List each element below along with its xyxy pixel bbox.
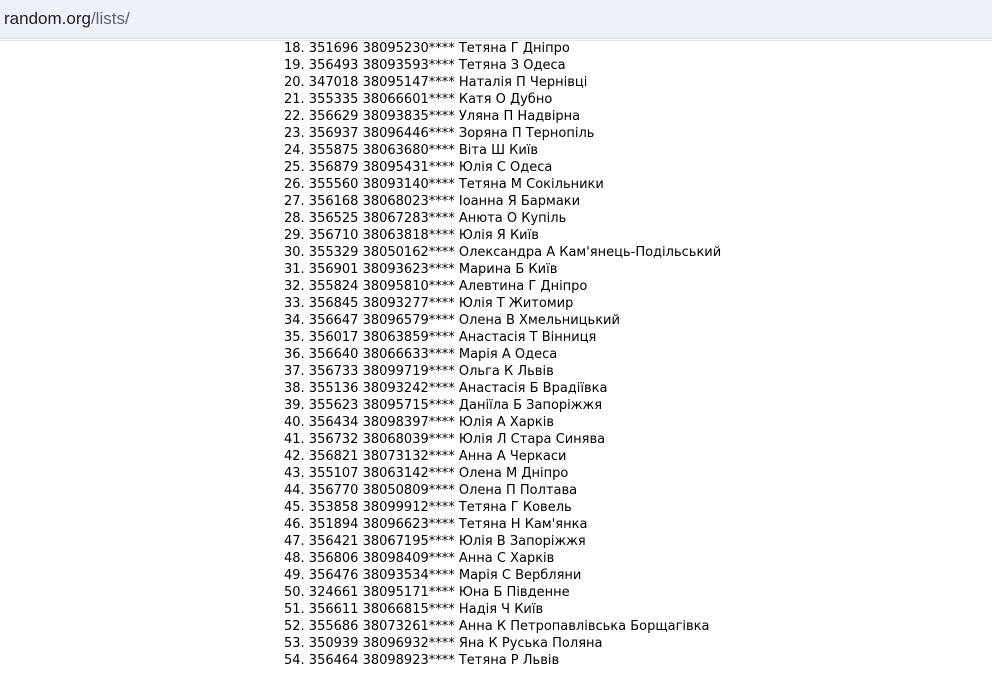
list-item: 27. 356168 38068023**** Іоанна Я Бармаки: [284, 194, 581, 209]
list-item: 22. 356629 38093835**** Уляна П Надвірна: [284, 109, 581, 124]
list-item: 46. 351894 38096623**** Тетяна Н Кам'янка: [284, 517, 588, 532]
list-item: 20. 347018 38095147**** Наталія П Чернівці: [284, 75, 588, 90]
list-item: 28. 356525 38067283**** Анюта О Купіль: [284, 211, 567, 226]
list-item: 26. 355560 38093140**** Тетяна М Сокільники: [284, 177, 604, 192]
list-item: 34. 356647 38096579**** Олена В Хмельницький: [284, 313, 620, 328]
list-item: 47. 356421 38067195**** Юлія В Запоріжжя: [284, 534, 586, 549]
list-item: 25. 356879 38095431**** Юлія С Одеса: [284, 160, 553, 175]
list-item: 51. 356611 38066815**** Надія Ч Київ: [284, 602, 544, 617]
list-item: 18. 351696 38095230**** Тетяна Г Дніпро: [284, 41, 570, 56]
list-item: 35. 356017 38063859**** Анастасія Т Вінниця: [284, 330, 597, 345]
url-field[interactable]: [4, 9, 130, 29]
list-item: 33. 356845 38093277**** Юлія Т Житомир: [284, 296, 574, 311]
list-item: 41. 356732 38068039**** Юлія Л Стара Синява: [284, 432, 606, 447]
list-item: 21. 355335 38066601**** Катя О Дубно: [284, 92, 553, 107]
list-item: 39. 355623 38095715**** Даніїла Б Запоріжжя: [284, 398, 603, 413]
list-item: 23. 356937 38096446**** Зоряна П Тернопіль: [284, 126, 595, 141]
list-item: 32. 355824 38095810**** Алевтина Г Дніпро: [284, 279, 588, 294]
list-item: 52. 355686 38073261**** Анна К Петропавлівська Борщагівка: [284, 619, 710, 634]
list-item: 30. 355329 38050162**** Олександра А Кам'янець-Подільський: [284, 245, 722, 260]
page-content: [0, 40, 992, 673]
list-item: 38. 355136 38093242**** Анастасія Б Врадіївка: [284, 381, 608, 396]
list-item: 40. 356434 38098397**** Юлія А Харків: [284, 415, 555, 430]
list-item: 43. 355107 38063142**** Олена М Дніпро: [284, 466, 569, 481]
list-item: 53. 350939 38096932**** Яна К Руська Поляна: [284, 636, 603, 651]
list-item: 42. 356821 38073132**** Анна А Черкаси: [284, 449, 567, 464]
list-item: 19. 356493 38093593**** Тетяна З Одеса: [284, 58, 566, 73]
url-path: /lists/: [90, 9, 130, 28]
random-list: [284, 40, 721, 669]
list-item: 48. 356806 38098409**** Анна С Харків: [284, 551, 555, 566]
list-item: 45. 353858 38099912**** Тетяна Г Ковель: [284, 500, 572, 515]
list-item: 36. 356640 38066633**** Марія А Одеса: [284, 347, 558, 362]
list-item: 29. 356710 38063818**** Юлія Я Київ: [284, 228, 539, 243]
list-item: 24. 355875 38063680**** Віта Ш Київ: [284, 143, 539, 158]
list-item: 44. 356770 38050809**** Олена П Полтава: [284, 483, 578, 498]
list-item: 49. 356476 38093534**** Марія С Вербляни: [284, 568, 582, 583]
list-item: 54. 356464 38098923**** Тетяна Р Львів: [284, 653, 560, 668]
list-item: 31. 356901 38093623**** Марина Б Київ: [284, 262, 558, 277]
list-item: 37. 356733 38099719**** Ольга К Львів: [284, 364, 554, 379]
address-bar[interactable]: [0, 0, 992, 39]
url-host: random.org: [4, 9, 91, 28]
list-item: 50. 324661 38095171**** Юна Б Південне: [284, 585, 570, 600]
